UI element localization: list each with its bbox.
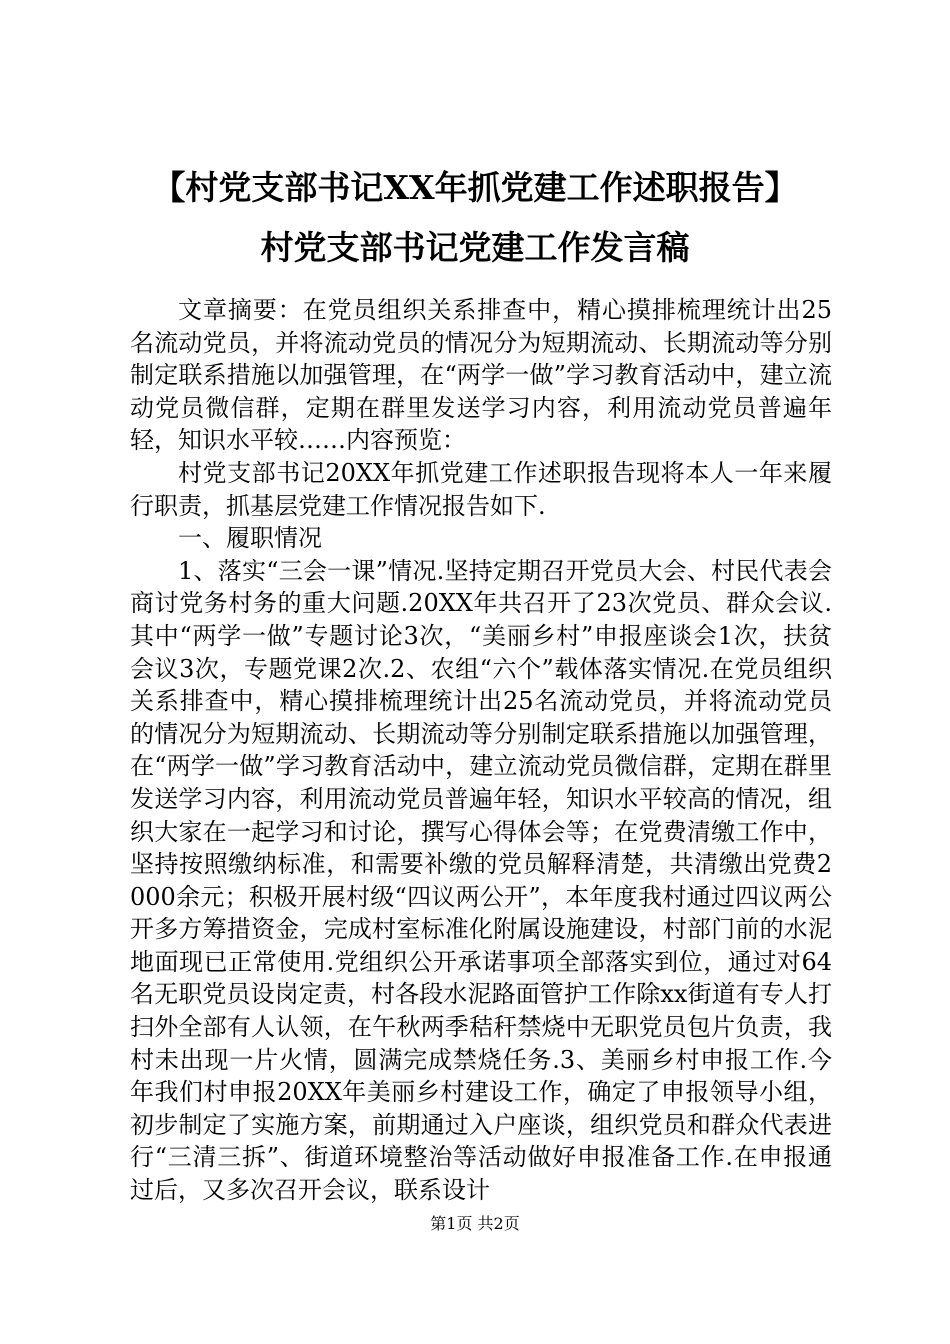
intro-paragraph: 村党支部书记20XX年抓党建工作述职报告现将本人一年来履行职责，抓基层党建工作情况报告如下. [130, 458, 832, 520]
abstract-paragraph: 文章摘要：在党员组织关系排查中，精心摸排梳理统计出25名流动党员，并将流动党员的情况分为短期流动、长期流动等分别制定联系措施以加强管理，在“两学一做”学习教育活动中，建立流动党员微信群，定期在群里发送学习内容，利用流动党员普遍年轻，知识水平较……内容预览： [130, 296, 832, 455]
document-title-line-1: 【村党支部书记XX年抓党建工作述职报告】 [152, 168, 798, 207]
document-body [130, 294, 832, 1207]
page-number-footer: 第1页 共2页 [430, 1214, 520, 1233]
body-paragraph: 1、落实“三会一课”情况.坚持定期召开党员大会、村民代表会商讨党务村务的重大问题.20XX年共召开了23次党员、群众会议.其中“两学一做”专题讨论3次，“美丽乡村”申报座谈会1次，扶贫会议3次，专题党课2次.2、农组“六个”载体落实情况.在党员组织关系排查中，精心摸排梳理统计出25名流动党员，并将流动党员的情况分为短期流动、长期流动等分别制定联系措施以加强管理，在“两学一做”学习教育活动中，建立流动党员微信群，定期在群里发送学习内容，利用流动党员普遍年轻，知识水平较高的情况，组织大家在一起学习和讨论，撰写心得体会等；在党费清缴工作中，坚持按照缴纳标准，和需要补缴的党员解释清楚，共清缴出党费2000余元；积极开展村级“四议两公开”，本年度我村通过四议两公开多方筹措资金，完成村室标准化附属设施建设，村部门前的水泥地面现已正常使用.党组织公开承诺事项全部落实到位，通过对64名无职党员设岗定责，村各段水泥路面管护工作除xx街道有专人打扫外全部有人认领，在午秋两季秸秆禁烧中无职党员包片负责，我村未出现一片火情，圆满完成禁烧任务.3、美丽乡村申报工作.今年我们村申报20XX年美丽乡村建设工作，确定了申报领导小组，初步制定了实施方案，前期通过入户座谈，组织党员和群众代表进行“三清三拆”、街道环境整治等活动做好申报准备工作.在申报通过后，又多次召开会议，联系设计 [130, 556, 832, 1205]
document-title-line-2: 村党支部书记党建工作发言稿 [260, 228, 690, 267]
section-heading: 一、履职情况 [178, 524, 322, 553]
